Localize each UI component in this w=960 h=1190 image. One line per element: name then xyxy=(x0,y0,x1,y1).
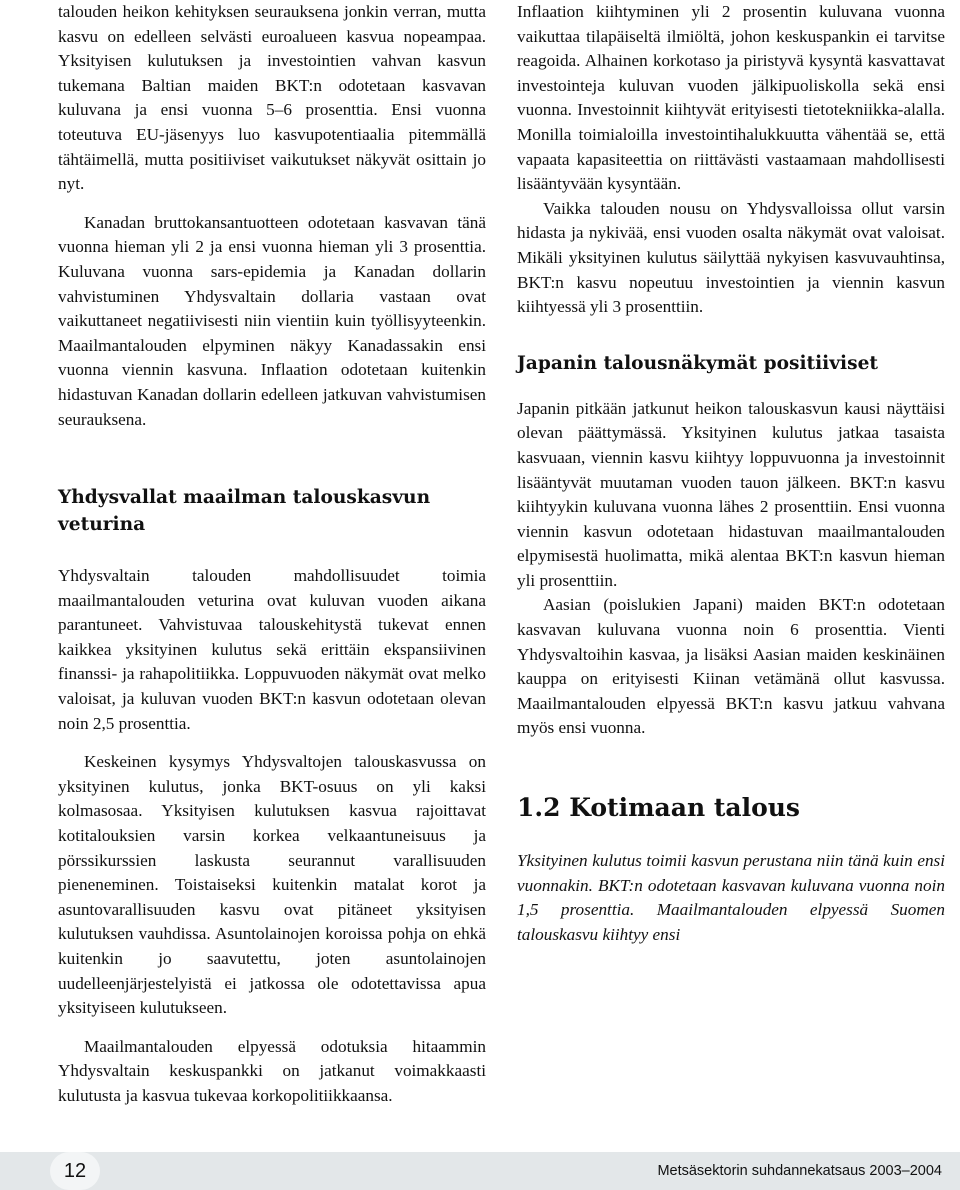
paragraph: Aasian (poislukien Japani) maiden BKT:n odotetaan kasvavan kuluvana vuonna noin 6 prosenttia. Vienti Yhdysvaltoihin kasvaa, ja lisäksi Aasian maiden keskinäinen kauppa on erityisesti Kiinan vetämänä ollut kasvussa. Maailmantalouden elpyessä BKT:n kasvu jatkuu vahvana myös ensi vuonna. xyxy=(517,595,945,738)
section-heading-usa: Yhdysvallat maailman talouskasvun veturina xyxy=(58,487,431,536)
lead-paragraph: Yksityinen kulutus toimii kasvun perustana niin tänä kuin ensi vuonnakin. BKT:n odotetaan kasvavan kuluvana vuonna noin 1,5 prosenttia. Maailmantalouden elpyessä Suomen talouskasvu kiihtyy ensi xyxy=(517,851,945,944)
page-number: 12 xyxy=(50,1152,100,1190)
publication-title: Metsäsektorin suhdannekatsaus 2003–2004 xyxy=(657,1163,942,1179)
page-footer xyxy=(0,1152,960,1190)
paragraph: Maailmantalouden elpyessä odotuksia hitaammin Yhdysvaltain keskuspankki on jatkanut voimakkaasti kulutusta ja kasvua tukevaa korkopolitiikkaansa. xyxy=(58,1036,486,1105)
paragraph: Keskeinen kysymys Yhdysvaltojen talouskasvussa on yksityinen kulutus, jonka BKT-osuus on yli kaksi kolmasosaa. Yksityisen kulutuksen kasvua rajoittavat kotitalouksien varsin korkea velkaantuneisuus ja pörssikurssien laskusta seurannut varallisuuden pieneneminen. Toistaiseksi kuitenkin matalat korot ja asuntovarallisuuden kasvu ovat pitäneet yksityisen kulutuksen vauhdissa. Asuntolainojen koroissa pohja on ehkä kuitenkin jo saavutettu, joten asuntolainojen uudelleenjärjestelyistä ei jatkossa ole odotettavissa apua yksityiseen kulutukseen. xyxy=(58,752,486,1018)
paragraph: Vaikka talouden nousu on Yhdysvalloissa ollut varsin hidasta ja nykivää, ensi vuoden osalta näkymät ovat valoisat. Mikäli yksityinen kulutus säilyttää nykyisen kasvuvauhtinsa, BKT:n kasvu nopeutuu investointien ja viennin kasvun kiihtyessä yli 3 prosenttiin. xyxy=(517,198,945,317)
paragraph: Inflaation kiihtyminen yli 2 prosentin kuluvana vuonna vaikuttaa tilapäiseltä ilmiöltä, johon keskuspankin ei tarvitse reagoida. Alhainen korkotaso ja piristyvä kysyntä kasvattavat investointeja kuluvan vuoden jälkipuoliskolla sekä ensi vuonna. Investoinnit kiihtyvät erityisesti tietotekniikka-alalla. Monilla toimialoilla investointihalukkuutta vähentää se, että vapaata kapasiteettia on riittävästi vastaamaan mahdollisesti lisääntyvään kysyntään. xyxy=(517,2,945,194)
paragraph: Yhdysvaltain talouden mahdollisuudet toimia maailmantalouden veturina ovat kuluvan vuoden aikana parantuneet. Vahvistuvaa talouskehitystä tukevat ennen kaikkea yksityinen kulutus sekä erittäin ekspansiivinen finanssi- ja rahapolitiikka. Loppuvuoden näkymät ovat melko valoisat, ja kuluvan vuoden BKT:n kasvun odotetaan olevan noin 2,5 prosenttia. xyxy=(58,566,486,733)
chapter-heading: 1.2 Kotimaan talous xyxy=(517,793,800,823)
paragraph: talouden heikon kehityksen seurauksena jonkin verran, mutta kasvu on edelleen selvästi euroalueen kasvua nopeampaa. Yksityisen kulutuksen ja investointien vahvan kasvun tukemana Baltian maiden BKT:n odotetaan kasvavan kuluvana ja ensi vuonna 5–6 prosenttia. Ensi vuonna toteutuva EU-jäsenyys luo kasvupotentiaalia pitemmällä tähtäimellä, mutta positiiviset vaikutukset näkyvät osittain jo nyt. xyxy=(58,2,486,194)
section-heading-japan: Japanin talousnäkymät positiiviset xyxy=(517,352,878,374)
paragraph: Japanin pitkään jatkunut heikon talouskasvun kausi näyttäisi olevan päättymässä. Yksityinen kulutus jatkaa tasaista kasvuaan, viennin kasvu kiihtyy loppuvuonna ja investoinnit lisääntyvät muutaman vuoden tauon jälkeen. BKT:n kasvu kiihtyykin kuluvana vuonna lähes 2 prosenttiin. Ensi vuonna viennin kasvun odotetaan hidastuvan maailmantalouden elpymisestä huolimatta, mikä alentaa BKT:n kasvun hieman yli prosenttiin. xyxy=(517,398,945,590)
left-column xyxy=(58,0,486,1109)
paragraph: Kanadan bruttokansantuotteen odotetaan kasvavan tänä vuonna hieman yli 2 ja ensi vuonna hieman yli 3 prosenttia. Kuluvana vuonna sars-epidemia ja Kanadan dollarin vahvistuminen Yhdysvaltain dollaria vastaan ovat vaikuttaneet negatiivisesti niin vientiin kuin työllisyyteenkin. Maailmantalouden elpyminen näkyy Kanadassakin ensi vuonna viennin kasvuna. Inflaation odotetaan kuitenkin hidastuvan Kanadan dollarin edelleen jatkuvan vahvistumisen seurauksena. xyxy=(58,212,486,429)
right-column xyxy=(517,0,945,947)
